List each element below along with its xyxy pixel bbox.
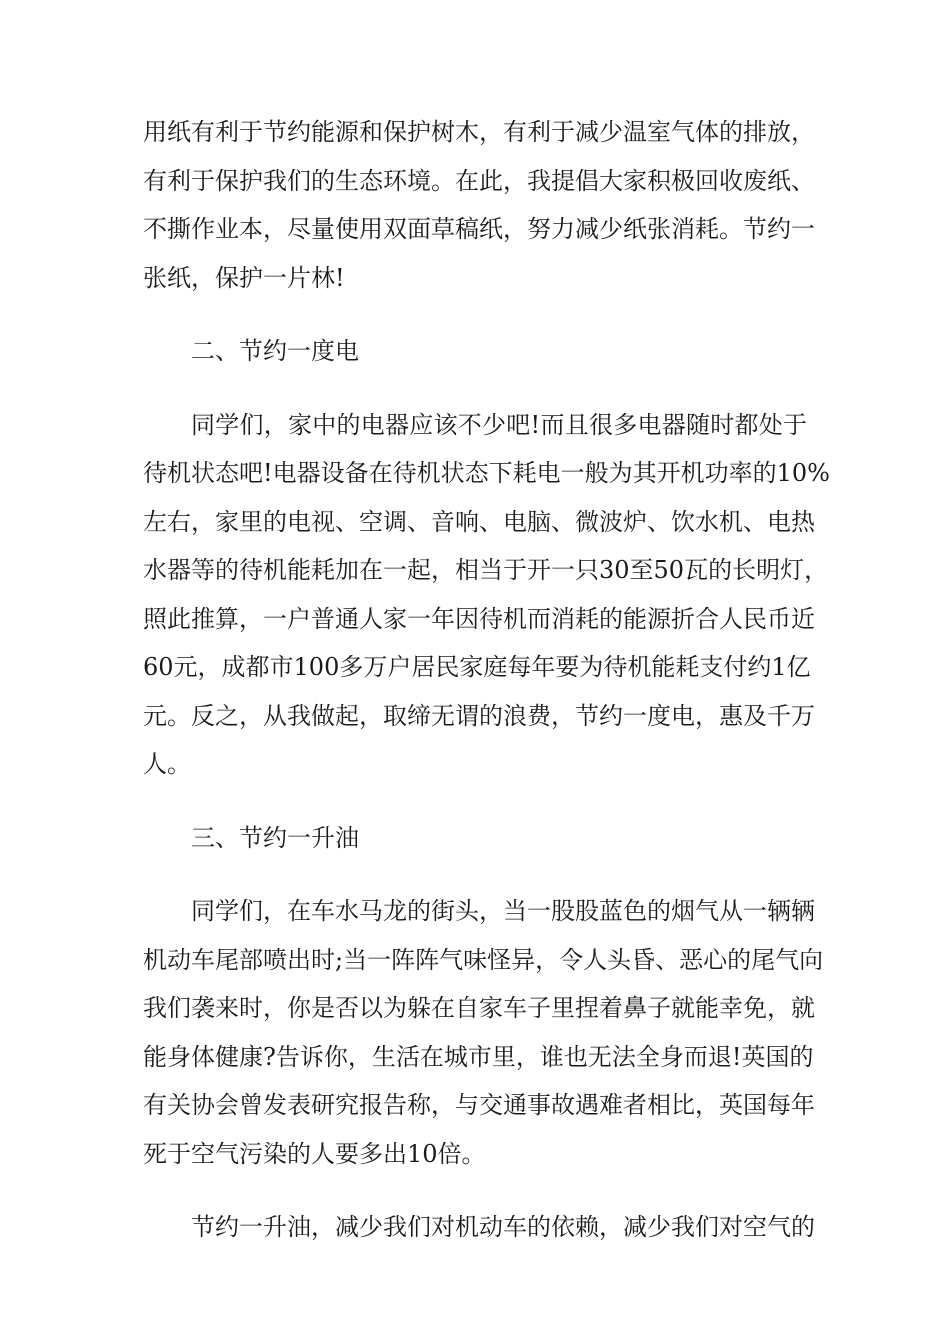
text-line: 60元，成都市100多万户居民家庭每年要为待机能耗支付约1亿 — [143, 653, 811, 681]
text-line: 节约一升油，减少我们对机动车的依赖，减少我们对空气的 — [191, 1213, 815, 1241]
paragraph-gap — [143, 789, 807, 814]
text-line: 不撕作业本，尽量使用双面草稿纸，努力减少纸张消耗。节约一 — [143, 215, 815, 243]
document-body — [143, 108, 830, 1252]
paragraph-vehicle-exhaust — [143, 887, 824, 1178]
text-line: 用纸有利于节约能源和保护树木，有利于减少温室气体的排放， — [143, 118, 815, 146]
text-line: 人。 — [143, 750, 191, 778]
text-line: 机动车尾部喷出时;当一阵阵气味怪异，令人头昏、恶心的尾气向 — [143, 945, 824, 974]
paragraph-gap — [143, 302, 807, 327]
section-heading-oil: 三、节约一升油 — [191, 823, 359, 852]
paragraph-gap — [143, 1178, 807, 1203]
paragraph-electricity — [143, 401, 830, 789]
text-line: 同学们，在车水马龙的街头，当一股股蓝色的烟气从一辆辆 — [191, 897, 815, 925]
text-line: 照此推算，一户普通人家一年因待机而消耗的能源折合人民币近 — [143, 604, 815, 633]
paragraph-save-oil — [143, 1203, 815, 1252]
paragraph-paper-saving — [143, 108, 815, 302]
section-heading-electricity: 二、节约一度电 — [191, 337, 359, 365]
text-line: 张纸，保护一片林! — [143, 263, 345, 292]
text-line: 能身体健康?告诉你，生活在城市里，谁也无法全身而退!英国的 — [143, 1042, 814, 1071]
paragraph-gap — [143, 376, 807, 401]
text-line: 我们袭来时，你是否以为躲在自家车子里捏着鼻子就能幸免，就 — [143, 994, 815, 1022]
text-line: 有关协会曾发表研究报告称，与交通事故遇难者相比，英国每年 — [143, 1091, 815, 1119]
text-line: 同学们，家中的电器应该不少吧!而且很多电器随时都处于 — [191, 410, 807, 439]
paragraph-gap — [143, 862, 807, 887]
text-line: 元。反之，从我做起，取缔无谓的浪费，节约一度电，惠及千万 — [143, 701, 815, 730]
text-line: 有利于保护我们的生态环境。在此，我提倡大家积极回收废纸、 — [143, 166, 815, 195]
text-line: 待机状态吧!电器设备在待机状态下耗电一般为其开机功率的10% — [143, 459, 830, 487]
text-line: 左右，家里的电视、空调、音响、电脑、微波炉、饮水机、电热 — [143, 507, 815, 536]
text-line: 水器等的待机能耗加在一起，相当于开一只30至50瓦的长明灯， — [143, 556, 829, 584]
text-line: 死于空气污染的人要多出10倍。 — [143, 1139, 486, 1168]
